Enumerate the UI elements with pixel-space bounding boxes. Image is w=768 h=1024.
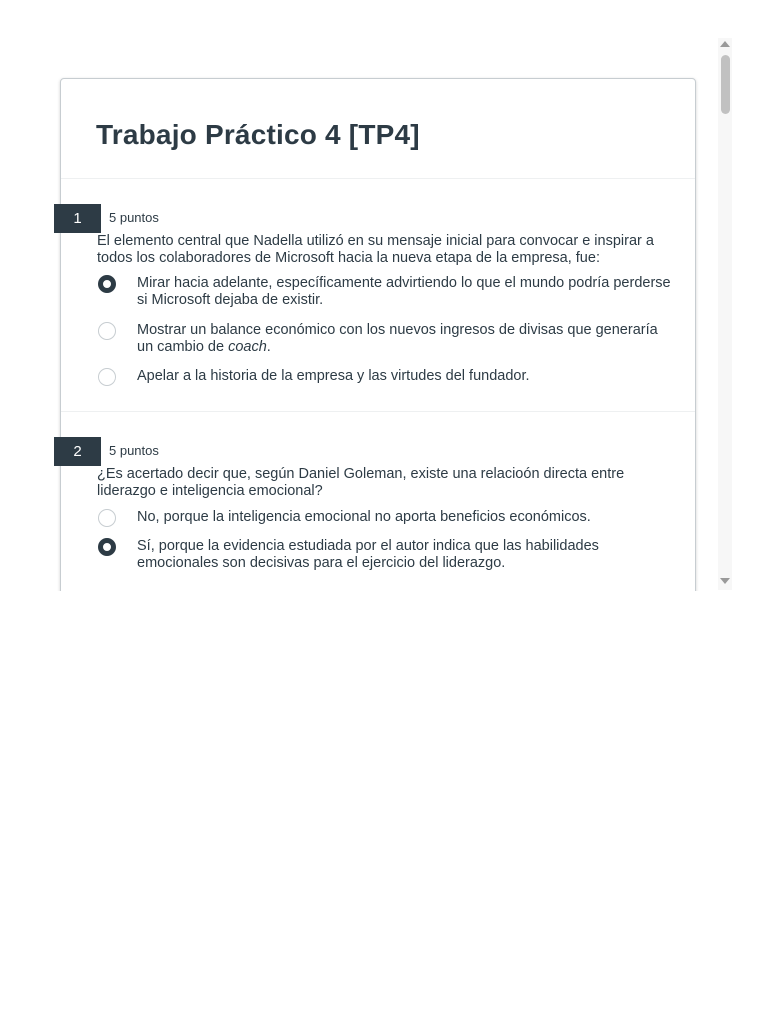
answer-option[interactable]	[97, 368, 673, 385]
radio-button-selected[interactable]	[98, 538, 116, 556]
answer-option-emphasis: coach	[228, 339, 267, 355]
answer-option-label: Mostrar un balance económico con los nuevos ingresos de divisas que generaría un cambio de	[137, 322, 658, 355]
scroll-down-arrow-icon[interactable]	[720, 578, 730, 584]
vertical-scrollbar[interactable]	[718, 38, 732, 590]
answer-option-suffix: .	[266, 339, 271, 355]
answer-option-label: No, porque la inteligencia emocional no aporta beneficios económicos.	[137, 509, 591, 525]
question-text: ¿Es acertado decir que, según Daniel Goleman, existe una relacioón directa entre liderazgo e inteligencia emocional?	[97, 466, 625, 499]
question-number-badge: 1	[54, 204, 101, 233]
scrollbar-thumb[interactable]	[721, 55, 730, 114]
question-2	[61, 411, 695, 591]
question-1	[61, 179, 695, 411]
question-number-badge: 2	[54, 437, 101, 466]
question-points: 5 puntos	[109, 443, 159, 458]
answer-option[interactable]	[97, 275, 673, 309]
answer-option-label: Apelar a la historia de la empresa y las virtudes del fundador.	[137, 368, 530, 384]
radio-button[interactable]	[98, 368, 116, 386]
question-points: 5 puntos	[109, 210, 159, 225]
quiz-header	[61, 79, 695, 179]
answer-option[interactable]	[97, 509, 673, 526]
radio-button[interactable]	[98, 322, 116, 340]
question-text: El elemento central que Nadella utilizó en su mensaje inicial para convocar e inspirar a todos los colaboradores de Microsoft hacia la nueva etapa de la empresa, fue:	[97, 233, 654, 266]
answer-option-label: Mirar hacia adelante, específicamente advirtiendo lo que el mundo podría perderse si Microsoft dejaba de existir.	[137, 275, 671, 308]
quiz-title: Trabajo Práctico 4 [TP4]	[96, 119, 420, 150]
answer-option[interactable]	[97, 322, 673, 356]
answer-options	[97, 509, 673, 572]
answer-option[interactable]	[97, 538, 673, 572]
scroll-up-arrow-icon[interactable]	[720, 41, 730, 47]
quiz-card	[60, 78, 696, 591]
radio-button[interactable]	[98, 509, 116, 527]
radio-button-selected[interactable]	[98, 275, 116, 293]
answer-options	[97, 275, 673, 385]
answer-option-label: Sí, porque la evidencia estudiada por el autor indica que las habilidades emocionales son decisivas para el ejercicio del liderazgo.	[137, 538, 599, 571]
